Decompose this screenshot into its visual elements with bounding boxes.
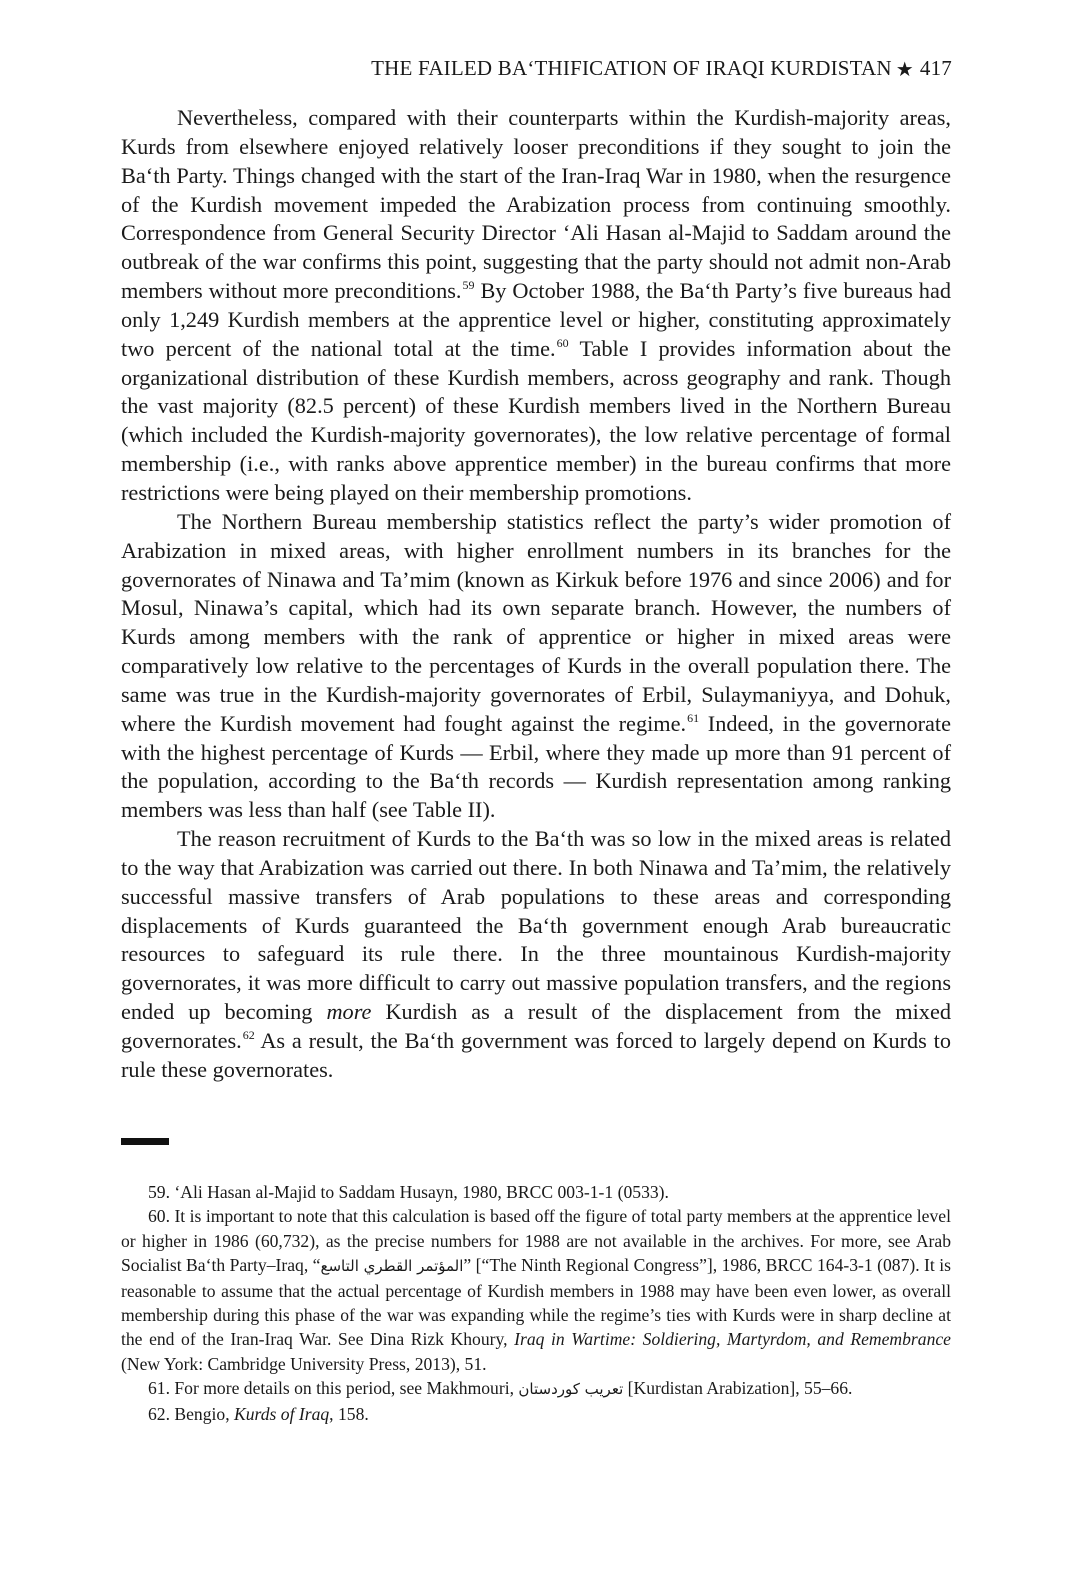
text-run: As a result, the Ba‘th government was forced to largely depend on Kurds to rule these governorates. [121,1028,951,1082]
footnote-ref-62: 62 [242,1028,255,1042]
text-run: The Northern Bureau membership statistics reflect the party’s wider promotion of Arabization in mixed areas, with higher enrollment numbers in its branches for the governorates of Ninawa and Ta’mim (known as Kirkuk before 1976 and since 2006) and for Mosul, Ninawa’s capital, which had its own separate branch. However, the numbers of Kurds among members with the rank of apprentice or higher in mixed areas were comparatively low relative to the percentages of Kurds in the overall population there. The same was true in the Kurdish-majority governorates of Erbil, Sulaymaniyya, and Dohuk, where the Kurdish movement had fought against the regime. [121,508,951,736]
running-head [120,56,952,81]
emphasis: more [326,999,372,1025]
text-run: 60. It is important to note that this calculation is based off the figure of total party members at the apprentice level or higher in 1986 (60,732), as the precise numbers for 1988 are not available in the archives. For more, see Arab Socialist Ba‘th Party–Iraq, “ [121,1206,951,1276]
footnote-59: 59. ‘Ali Hasan al-Majid to Saddam Husayn, 1980, BRCC 003-1-1 (0533). [148,1182,669,1202]
running-head-title: THE FAILED BA‘THIFICATION OF IRAQI KURDISTAN [371,56,892,80]
paragraph-2 [121,508,951,825]
text-run: Kurdish as a result of the displacement from the mixed governorates. [121,999,952,1053]
footnote-61 [121,1376,951,1401]
footnote-60 [121,1204,951,1376]
arabic-title: تعريب كوردستان [518,1380,624,1399]
book-title: Kurds of Iraq [234,1403,330,1424]
text-run: Indeed, in the governorate with the highest percentage of Kurds — Erbil, where they made up more than 91 percent of the population, according to the Ba‘th records — Kurdish representation among ranking members was less than half (see Table II). [121,710,951,823]
footnote-62 [121,1402,951,1426]
text-run: Table I provides information about the organizational distribution of these Kurdish members, across geography and rank. Though the vast majority (82.5 percent) of these Kurdish members lived in the Northern Bureau (which included the Kurdish-majority governorates), the low relative percentage of formal membership (i.e., with ranks above apprentice member) in the bureau confirms that more restrictions were being played on their membership promotions. [121,335,951,505]
footnotes [121,1180,951,1426]
footnote-ref-60: 60 [556,335,569,350]
text-run: [Kurdistan Arabization], 55–66. [623,1378,853,1399]
page-number: 417 [919,56,952,80]
paragraph-1 [121,104,951,508]
text-run: , 158. [329,1403,369,1424]
text-run: The reason recruitment of Kurds to the Ba‘th was so low in the mixed areas is related to the way that Arabization was carried out there. In both Ninawa and Ta’mim, the relatively successful massive transfers of Arab populations to these areas and corresponding displacements of Kurds guaranteed the Ba‘th government enough Arab bureaucratic resources to safeguard its rule there. In the three mountainous Kurdish-majority governorates, it was more difficult to carry out massive population transfers, and the regions ended up becoming [121,826,951,1025]
book-title: Iraq in Wartime: Soldiering, Martyrdom, and Remembrance [514,1329,951,1350]
text-run: 61. For more details on this period, see Makhmouri, [148,1378,519,1399]
footnote-divider [121,1138,169,1145]
text-run: 62. Bengio, [148,1403,235,1424]
text-run: ” [“The Ninth Regional Congress”], 1986, BRCC 164-3-1 (087). It is reasonable to assume that the actual percentage of Kurdish members in 1988 may have been even lower, as overall membership during this phase of the war was expanding while the regime’s ties with Kurds were in sharp decline at the end of the Iran-Iraq War. See Dina Rizk Khoury, [121,1255,951,1350]
footnote-ref-59: 59 [462,278,475,293]
star-icon: ★ [895,59,914,81]
body-text [121,104,951,1085]
arabic-title: المؤتمر القطري التاسع [320,1257,464,1276]
text-run: (New York: Cambridge University Press, 2013), 51. [121,1353,487,1374]
text-run: By October 1988, the Ba‘th Party’s five bureaus had only 1,249 Kurdish members at the apprentice level or higher, constituting approximately two percent of the national total at the time. [121,278,951,361]
text-run: Nevertheless, compared with their counterparts within the Kurdish-majority areas, Kurds from elsewhere enjoyed relatively looser preconditions if they sought to join the Ba‘th Party. Things changed with the start of the Iran-Iraq War in 1980, when the resurgence of the Kurdish movement impeded the Arabization process from continuing smoothly. Correspondence from General Security Director ‘Ali Hasan al-Majid to Saddam around the outbreak of the war confirms this point, suggesting that the party should not admit non-Arab members without more preconditions. [121,105,951,304]
paragraph-3 [121,825,951,1085]
footnote-ref-61: 61 [687,710,700,725]
